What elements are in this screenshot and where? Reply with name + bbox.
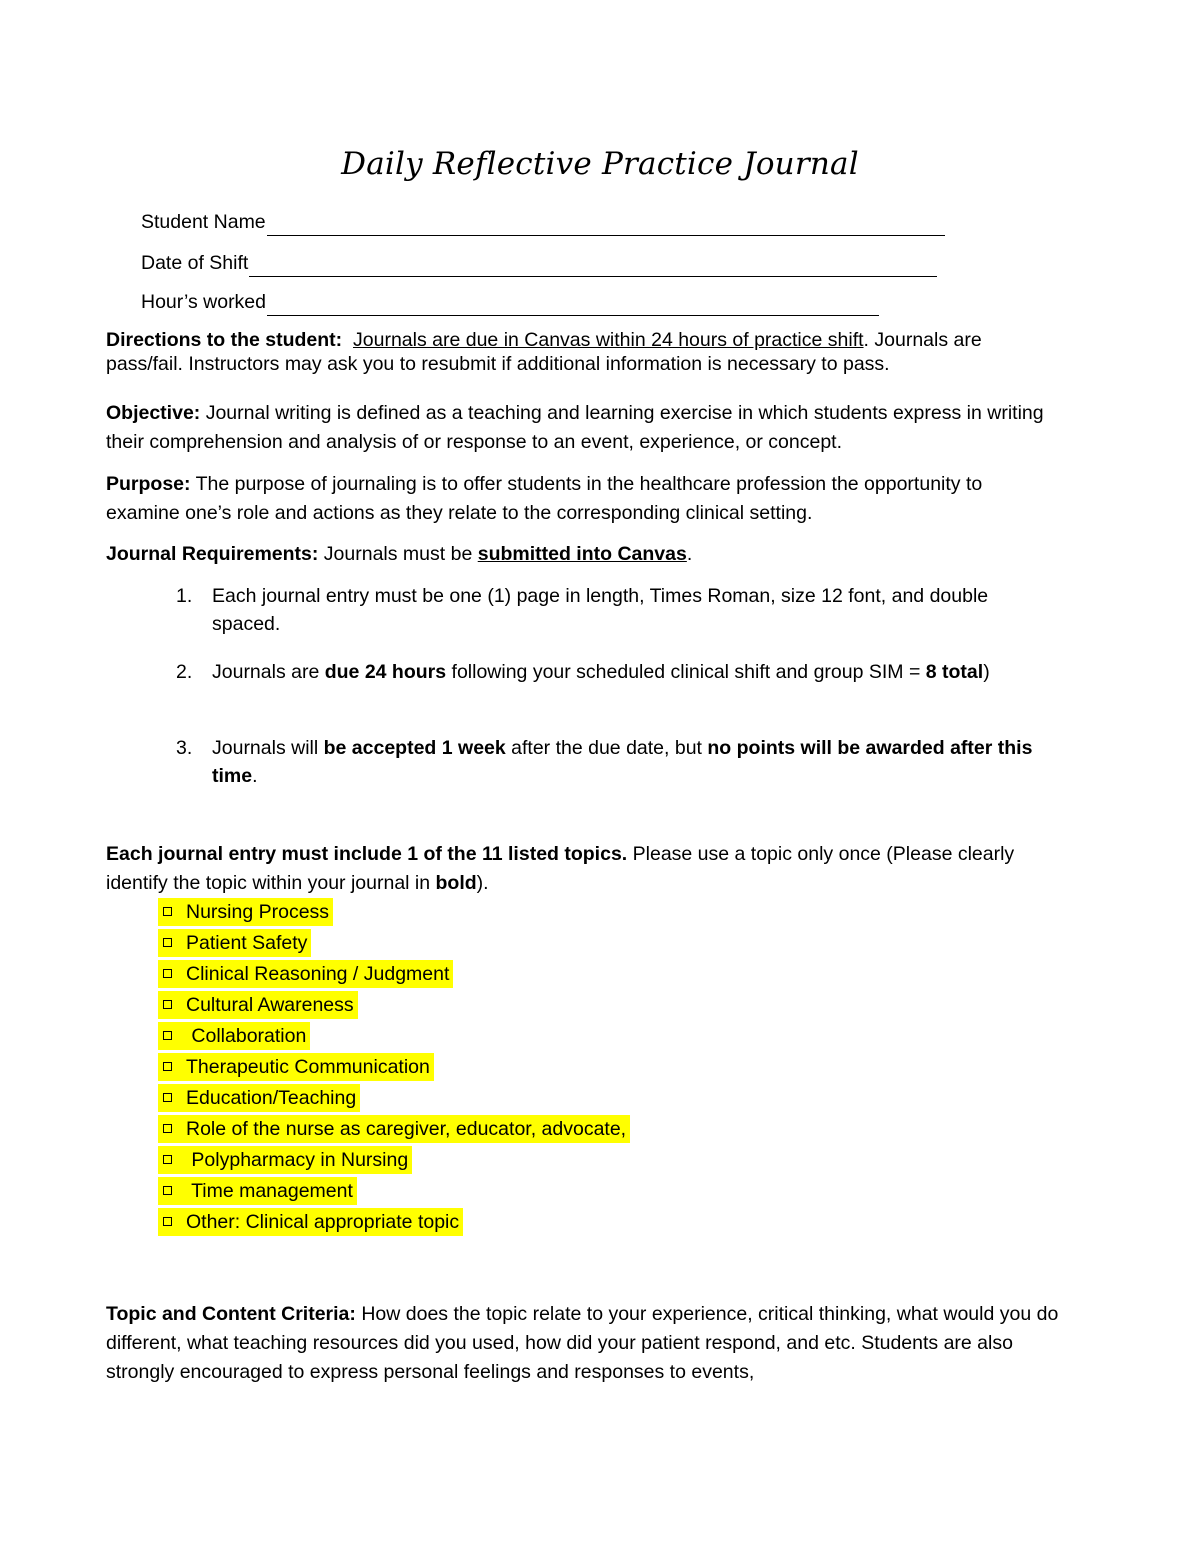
checkbox-icon[interactable] [163, 1124, 172, 1133]
topic-item: Polypharmacy in Nursing [158, 1146, 630, 1177]
checkbox-icon[interactable] [163, 1000, 172, 1009]
directions-text: . Journals are pass/fail. Instructors may ask you to resubmit if additional information is necessary to pass. [106, 329, 982, 375]
checkbox-icon[interactable] [163, 1031, 172, 1040]
purpose-paragraph [106, 470, 1061, 528]
date-of-shift-label: Date of Shift [141, 252, 249, 274]
topic-item: Other: Clinical appropriate topic [158, 1208, 630, 1239]
student-name-label: Student Name [141, 211, 266, 233]
criteria-text: How does the topic relate to your experience, critical thinking, what would you do different, what teaching resources did you used, how did your patient respond, and etc. Students are also strongly encouraged to express personal feelings and responses to events, [106, 1303, 1059, 1383]
checkbox-icon[interactable] [163, 1062, 172, 1071]
topics-intro-bold: Each journal entry must include 1 of the 11 listed topics. [106, 843, 628, 865]
hours-worked-field[interactable] [141, 288, 879, 316]
hours-worked-label: Hour’s worked [141, 291, 266, 313]
requirement-number: 3. [176, 737, 193, 759]
checkbox-icon[interactable] [163, 1217, 172, 1226]
date-of-shift-field[interactable] [141, 249, 937, 277]
topic-item: Collaboration [158, 1022, 630, 1053]
checkbox-icon[interactable] [163, 1093, 172, 1102]
requirement-item-1: 1. Each journal entry must be one (1) page in length, Times Roman, size 12 font, and double spaced. [176, 582, 1046, 638]
page-title: Daily Reflective Practice Journal [341, 146, 859, 182]
objective-label: Objective: [106, 402, 201, 424]
directions-due-note: Journals are due in Canvas within 24 hours of practice shift [353, 329, 864, 351]
checkbox-icon[interactable] [163, 1186, 172, 1195]
topics-intro-paragraph: Each journal entry must include 1 of the 11 listed topics. Please use a topic only once (Please clearly identify the topic within your journal in bold). [106, 843, 1015, 894]
requirement-item-2: 2. Journals are due 24 hours following your scheduled clinical shift and group SIM = 8 total) [176, 658, 1046, 686]
requirements-text: Journals must be [318, 543, 478, 565]
objective-paragraph [106, 399, 1061, 457]
purpose-text: The purpose of journaling is to offer students in the healthcare profession the opportunity to examine one’s role and actions as they relate to the corresponding clinical setting. [106, 473, 983, 524]
criteria-paragraph [106, 1300, 1061, 1387]
checkbox-icon[interactable] [163, 938, 172, 947]
directions-paragraph [106, 328, 1061, 376]
topic-item: Role of the nurse as caregiver, educator, advocate, [158, 1115, 630, 1146]
topic-item: Time management [158, 1177, 630, 1208]
checkbox-icon[interactable] [163, 1155, 172, 1164]
student-name-blank-line[interactable] [267, 215, 945, 236]
checkbox-icon[interactable] [163, 969, 172, 978]
requirement-number: 1. [176, 585, 193, 607]
requirements-paragraph: Journal Requirements: Journals must be submitted into Canvas. [106, 543, 693, 565]
requirements-emphasis: submitted into Canvas [477, 543, 687, 565]
purpose-label: Purpose: [106, 473, 191, 495]
criteria-label: Topic and Content Criteria: [106, 1303, 356, 1325]
topic-item: Cultural Awareness [158, 991, 630, 1022]
directions-label: Directions to the student: [106, 329, 343, 351]
topic-item: Education/Teaching [158, 1084, 630, 1115]
student-name-field[interactable] [141, 208, 945, 236]
topic-item: Clinical Reasoning / Judgment [158, 960, 630, 991]
requirements-label: Journal Requirements: [106, 543, 319, 565]
hours-worked-blank-line[interactable] [267, 295, 879, 316]
requirement-number: 2. [176, 661, 193, 683]
checkbox-icon[interactable] [163, 907, 172, 916]
topic-item: Nursing Process [158, 898, 630, 929]
topic-item: Patient Safety [158, 929, 630, 960]
requirement-item-3: 3. Journals will be accepted 1 week after the due date, but no points will be awarded after this time. [176, 734, 1046, 790]
topic-list [158, 898, 630, 1239]
topic-item: Therapeutic Communication [158, 1053, 630, 1084]
objective-text: Journal writing is defined as a teaching and learning exercise in which students express in writing their comprehension and analysis of or response to an event, experience, or concept. [106, 402, 1044, 453]
date-of-shift-blank-line[interactable] [249, 256, 937, 277]
